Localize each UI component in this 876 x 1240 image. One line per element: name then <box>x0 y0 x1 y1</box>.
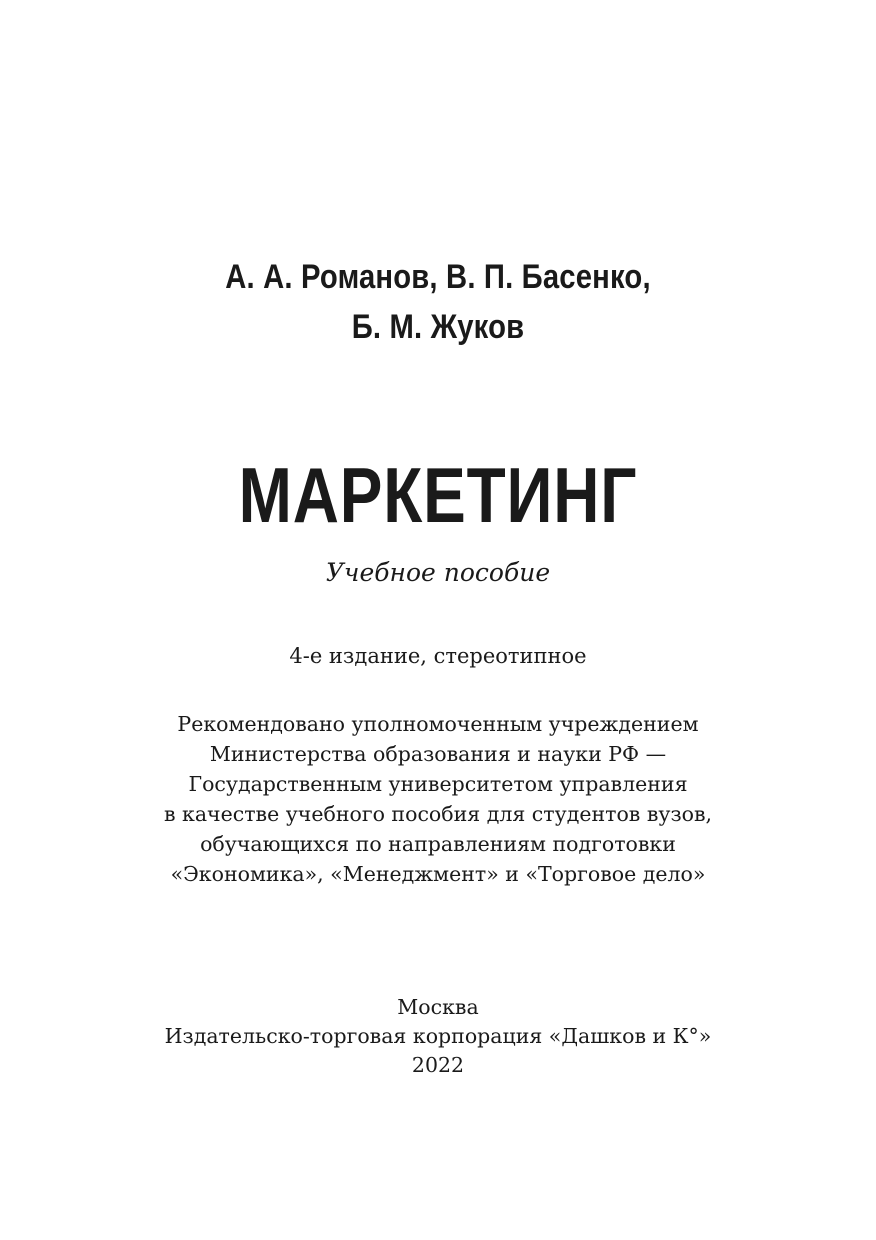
recommendation-line: Государственным университетом управления <box>188 772 688 796</box>
recommendation-line: «Экономика», «Менеджмент» и «Торговое дело» <box>170 862 706 886</box>
imprint <box>0 993 876 1080</box>
imprint-city: Москва <box>397 995 479 1019</box>
book-subtitle: Учебное пособие <box>325 558 551 587</box>
imprint-publisher: Издательско-торговая корпорация «Дашков и К°» <box>164 1024 712 1048</box>
imprint-year: 2022 <box>411 1053 465 1077</box>
recommendation-line: Рекомендовано уполномоченным учреждением <box>177 712 699 736</box>
recommendation-line: в качестве учебного пособия для студентов вузов, <box>163 802 713 826</box>
recommendation-line: обучающихся по направлениям подготовки <box>200 832 676 856</box>
recommendation-text <box>0 709 876 889</box>
recommendation-line: Министерства образования и науки РФ — <box>209 742 667 766</box>
authors-line-2: Б. М. Жуков <box>351 308 525 346</box>
edition-note: 4-е издание, стереотипное <box>289 644 587 668</box>
authors <box>61 252 814 352</box>
book-title: МАРКЕТИНГ <box>238 451 638 539</box>
authors-line-1: А. А. Романов, В. П. Басенко, <box>225 258 651 296</box>
